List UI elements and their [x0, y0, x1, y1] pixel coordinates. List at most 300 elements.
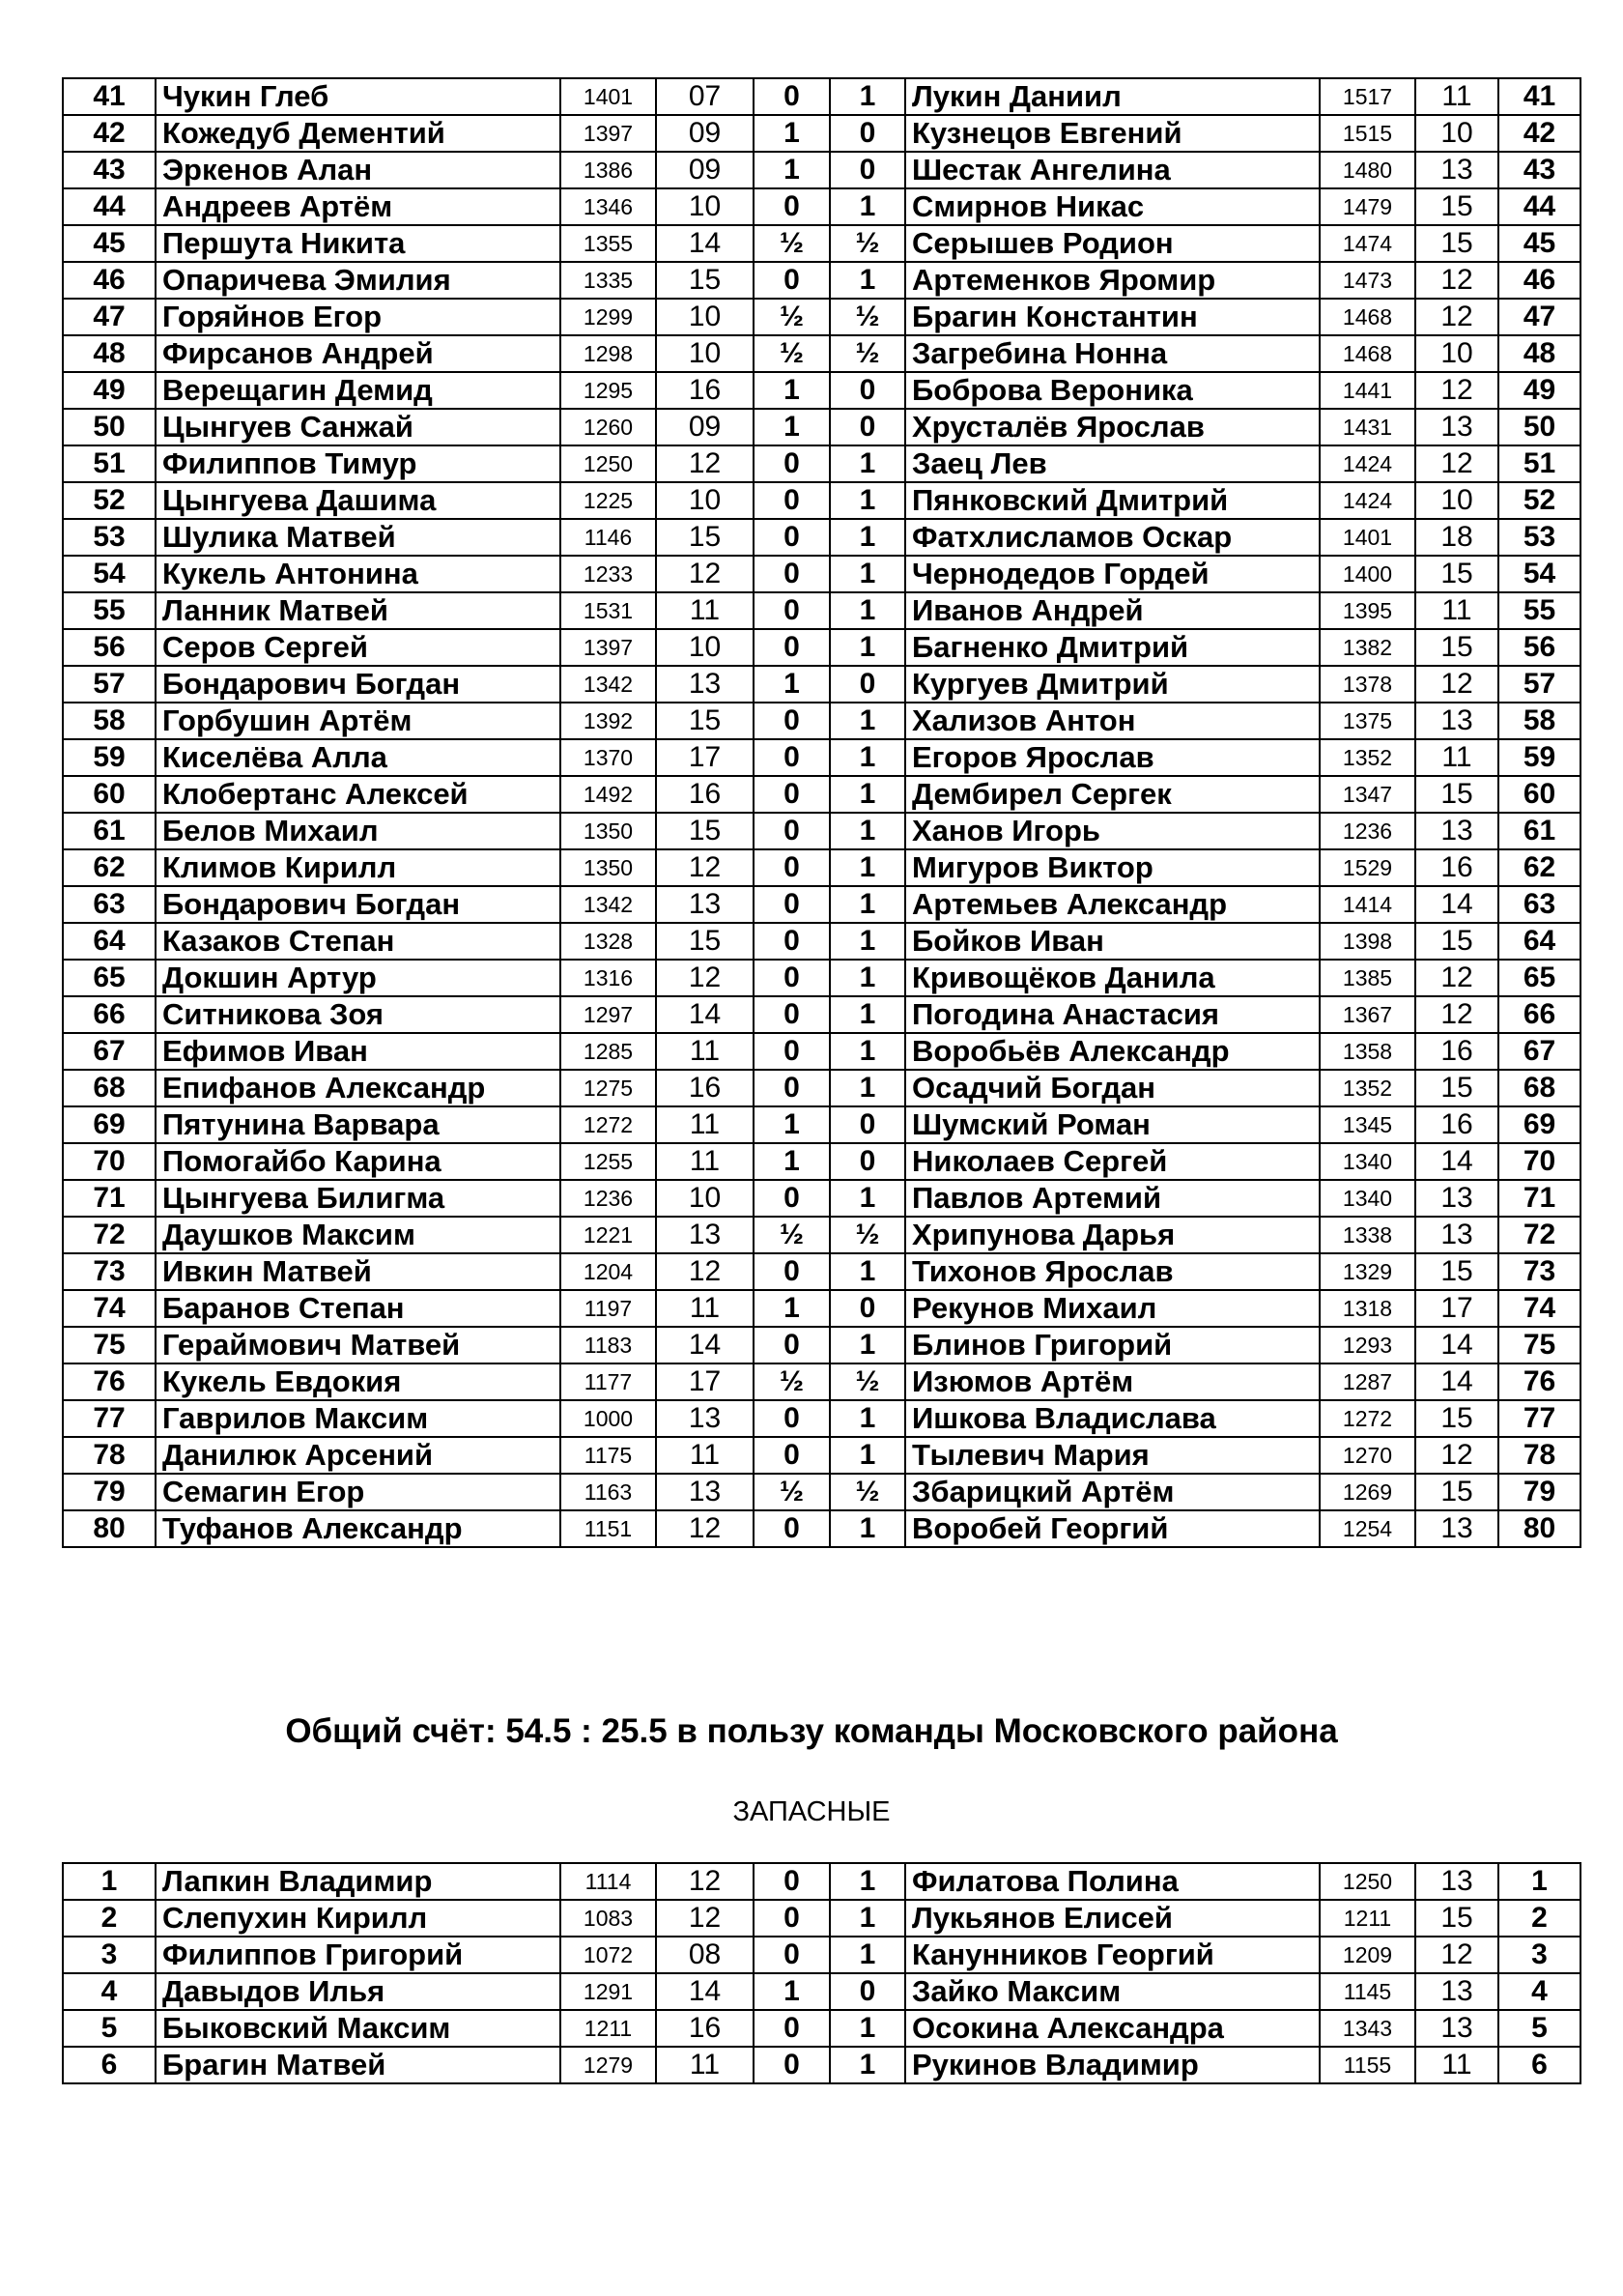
age-left: 15 [656, 703, 754, 739]
player-name-right: Багненко Дмитрий [905, 629, 1320, 666]
score-left: ½ [754, 335, 830, 372]
table-row [63, 2047, 1580, 2083]
board-number: 76 [63, 1363, 156, 1400]
player-name-left: Казаков Степан [156, 923, 560, 960]
rating-right: 1145 [1320, 1973, 1415, 2010]
score-right: ½ [830, 1217, 905, 1253]
age-right: 13 [1415, 1510, 1498, 1547]
score-right: 0 [830, 1106, 905, 1143]
board-number: 58 [63, 703, 156, 739]
rating-left: 1163 [560, 1474, 656, 1510]
rating-left: 1204 [560, 1253, 656, 1290]
table-row [63, 1973, 1580, 2010]
age-left: 10 [656, 335, 754, 372]
table-row [63, 1510, 1580, 1547]
board-number: 69 [63, 1106, 156, 1143]
age-left: 07 [656, 78, 754, 115]
age-right: 15 [1415, 1400, 1498, 1437]
age-right: 16 [1415, 1033, 1498, 1070]
age-left: 15 [656, 262, 754, 299]
rating-left: 1000 [560, 1400, 656, 1437]
player-name-left: Чукин Глеб [156, 78, 560, 115]
rating-right: 1347 [1320, 776, 1415, 813]
rating-right: 1329 [1320, 1253, 1415, 1290]
board-number: 80 [63, 1510, 156, 1547]
age-right: 12 [1415, 1937, 1498, 1973]
board-number-right: 65 [1498, 960, 1580, 996]
player-name-left: Першута Никита [156, 225, 560, 262]
board-number-right: 76 [1498, 1363, 1580, 1400]
board-number: 67 [63, 1033, 156, 1070]
score-right: 1 [830, 1253, 905, 1290]
score-left: 0 [754, 556, 830, 592]
rating-right: 1272 [1320, 1400, 1415, 1437]
age-right: 10 [1415, 482, 1498, 519]
score-right: ½ [830, 225, 905, 262]
board-number: 74 [63, 1290, 156, 1327]
score-right: 1 [830, 739, 905, 776]
score-left: 0 [754, 739, 830, 776]
table-row [63, 78, 1580, 115]
board-number: 63 [63, 886, 156, 923]
board-number-right: 57 [1498, 666, 1580, 703]
rating-left: 1233 [560, 556, 656, 592]
age-left: 10 [656, 629, 754, 666]
age-left: 15 [656, 813, 754, 849]
board-number-right: 71 [1498, 1180, 1580, 1217]
score-right: 1 [830, 629, 905, 666]
score-left: 0 [754, 1900, 830, 1937]
age-left: 08 [656, 1937, 754, 1973]
reserves-table [62, 1862, 1581, 2084]
rating-left: 1183 [560, 1327, 656, 1363]
board-number-right: 1 [1498, 1863, 1580, 1900]
age-right: 11 [1415, 739, 1498, 776]
table-row [63, 1070, 1580, 1106]
board-number-right: 66 [1498, 996, 1580, 1033]
score-left: 0 [754, 1253, 830, 1290]
player-name-left: Ланник Матвей [156, 592, 560, 629]
rating-left: 1350 [560, 849, 656, 886]
score-left: 1 [754, 115, 830, 152]
score-right: 1 [830, 1437, 905, 1474]
player-name-left: Баранов Степан [156, 1290, 560, 1327]
table-row [63, 1106, 1580, 1143]
age-right: 16 [1415, 849, 1498, 886]
score-left: 0 [754, 776, 830, 813]
score-right: 1 [830, 78, 905, 115]
age-left: 11 [656, 1143, 754, 1180]
rating-left: 1114 [560, 1863, 656, 1900]
player-name-right: Николаев Сергей [905, 1143, 1320, 1180]
age-left: 17 [656, 739, 754, 776]
age-right: 12 [1415, 262, 1498, 299]
table-row [63, 813, 1580, 849]
table-row [63, 372, 1580, 409]
player-name-right: Кривощёков Данила [905, 960, 1320, 996]
score-left: 0 [754, 996, 830, 1033]
board-number-right: 74 [1498, 1290, 1580, 1327]
score-right: 0 [830, 666, 905, 703]
table-row [63, 1327, 1580, 1363]
age-right: 18 [1415, 519, 1498, 556]
age-right: 15 [1415, 629, 1498, 666]
rating-right: 1468 [1320, 335, 1415, 372]
board-number: 3 [63, 1937, 156, 1973]
board-number: 50 [63, 409, 156, 445]
rating-left: 1275 [560, 1070, 656, 1106]
score-left: 1 [754, 152, 830, 188]
table-row [63, 1363, 1580, 1400]
table-row [63, 1290, 1580, 1327]
rating-left: 1335 [560, 262, 656, 299]
score-right: 1 [830, 482, 905, 519]
table-row [63, 776, 1580, 813]
player-name-right: Погодина Анастасия [905, 996, 1320, 1033]
player-name-left: Епифанов Александр [156, 1070, 560, 1106]
age-left: 11 [656, 2047, 754, 2083]
rating-right: 1352 [1320, 739, 1415, 776]
age-right: 11 [1415, 78, 1498, 115]
score-right: 1 [830, 1510, 905, 1547]
age-left: 10 [656, 1180, 754, 1217]
player-name-right: Хрипунова Дарья [905, 1217, 1320, 1253]
player-name-left: Климов Кирилл [156, 849, 560, 886]
player-name-right: Ханов Игорь [905, 813, 1320, 849]
board-number-right: 45 [1498, 225, 1580, 262]
age-right: 12 [1415, 666, 1498, 703]
player-name-right: Зайко Максим [905, 1973, 1320, 2010]
rating-left: 1401 [560, 78, 656, 115]
rating-right: 1382 [1320, 629, 1415, 666]
board-number-right: 58 [1498, 703, 1580, 739]
board-number: 60 [63, 776, 156, 813]
player-name-left: Цынгуев Санжай [156, 409, 560, 445]
table-row [63, 225, 1580, 262]
player-name-left: Брагин Матвей [156, 2047, 560, 2083]
table-row [63, 703, 1580, 739]
age-left: 10 [656, 482, 754, 519]
board-number-right: 48 [1498, 335, 1580, 372]
player-name-left: Горбушин Артём [156, 703, 560, 739]
score-left: 0 [754, 960, 830, 996]
player-name-right: Артемьев Александр [905, 886, 1320, 923]
score-left: 0 [754, 1937, 830, 1973]
board-number-right: 50 [1498, 409, 1580, 445]
board-number: 41 [63, 78, 156, 115]
score-left: 0 [754, 1400, 830, 1437]
board-number-right: 3 [1498, 1937, 1580, 1973]
board-number-right: 75 [1498, 1327, 1580, 1363]
score-right: 0 [830, 152, 905, 188]
player-name-left: Андреев Артём [156, 188, 560, 225]
table-row [63, 592, 1580, 629]
age-right: 15 [1415, 776, 1498, 813]
player-name-right: Збарицкий Артём [905, 1474, 1320, 1510]
table-row [63, 152, 1580, 188]
age-left: 16 [656, 372, 754, 409]
player-name-right: Осокина Александра [905, 2010, 1320, 2047]
table-row [63, 262, 1580, 299]
table-row [63, 1474, 1580, 1510]
table-row [63, 445, 1580, 482]
rating-right: 1343 [1320, 2010, 1415, 2047]
rating-right: 1352 [1320, 1070, 1415, 1106]
rating-right: 1395 [1320, 592, 1415, 629]
player-name-left: Опаричева Эмилия [156, 262, 560, 299]
age-left: 13 [656, 666, 754, 703]
board-number: 68 [63, 1070, 156, 1106]
board-number-right: 53 [1498, 519, 1580, 556]
player-name-right: Воробей Георгий [905, 1510, 1320, 1547]
score-left: 0 [754, 1863, 830, 1900]
age-right: 12 [1415, 960, 1498, 996]
rating-right: 1441 [1320, 372, 1415, 409]
score-left: 0 [754, 262, 830, 299]
board-number-right: 68 [1498, 1070, 1580, 1106]
player-name-left: Гераймович Матвей [156, 1327, 560, 1363]
score-left: ½ [754, 1474, 830, 1510]
score-left: 0 [754, 78, 830, 115]
age-right: 13 [1415, 2010, 1498, 2047]
score-right: ½ [830, 335, 905, 372]
age-left: 09 [656, 152, 754, 188]
score-left: 1 [754, 409, 830, 445]
score-left: 1 [754, 1143, 830, 1180]
player-name-left: Филиппов Тимур [156, 445, 560, 482]
score-left: 0 [754, 1437, 830, 1474]
player-name-left: Киселёва Алла [156, 739, 560, 776]
rating-right: 1474 [1320, 225, 1415, 262]
table-row [63, 1253, 1580, 1290]
player-name-right: Тихонов Ярослав [905, 1253, 1320, 1290]
age-left: 14 [656, 1973, 754, 2010]
age-right: 15 [1415, 225, 1498, 262]
board-number-right: 41 [1498, 78, 1580, 115]
player-name-left: Серов Сергей [156, 629, 560, 666]
score-left: 0 [754, 445, 830, 482]
board-number-right: 63 [1498, 886, 1580, 923]
rating-left: 1225 [560, 482, 656, 519]
rating-left: 1370 [560, 739, 656, 776]
age-left: 13 [656, 1400, 754, 1437]
board-number-right: 47 [1498, 299, 1580, 335]
player-name-right: Фатхлисламов Оскар [905, 519, 1320, 556]
age-left: 16 [656, 1070, 754, 1106]
age-left: 17 [656, 1363, 754, 1400]
table-row [63, 1900, 1580, 1937]
player-name-left: Лапкин Владимир [156, 1863, 560, 1900]
score-left: 0 [754, 2047, 830, 2083]
score-right: 1 [830, 556, 905, 592]
board-number-right: 56 [1498, 629, 1580, 666]
player-name-right: Шумский Роман [905, 1106, 1320, 1143]
rating-right: 1367 [1320, 996, 1415, 1033]
rating-left: 1386 [560, 152, 656, 188]
rating-right: 1375 [1320, 703, 1415, 739]
board-number: 47 [63, 299, 156, 335]
age-right: 14 [1415, 1363, 1498, 1400]
age-right: 15 [1415, 188, 1498, 225]
player-name-left: Ситникова Зоя [156, 996, 560, 1033]
player-name-left: Семагин Егор [156, 1474, 560, 1510]
player-name-right: Серышев Родион [905, 225, 1320, 262]
age-left: 12 [656, 1253, 754, 1290]
age-right: 12 [1415, 996, 1498, 1033]
board-number: 1 [63, 1863, 156, 1900]
board-number-right: 73 [1498, 1253, 1580, 1290]
score-left: ½ [754, 225, 830, 262]
player-name-right: Смирнов Никас [905, 188, 1320, 225]
score-left: 0 [754, 482, 830, 519]
board-number-right: 72 [1498, 1217, 1580, 1253]
rating-right: 1254 [1320, 1510, 1415, 1547]
age-right: 16 [1415, 1106, 1498, 1143]
age-right: 14 [1415, 886, 1498, 923]
age-left: 12 [656, 556, 754, 592]
player-name-left: Филиппов Григорий [156, 1937, 560, 1973]
rating-right: 1398 [1320, 923, 1415, 960]
score-right: 1 [830, 923, 905, 960]
rating-left: 1298 [560, 335, 656, 372]
board-number-right: 69 [1498, 1106, 1580, 1143]
player-name-right: Изюмов Артём [905, 1363, 1320, 1400]
table-row [63, 1033, 1580, 1070]
board-number-right: 52 [1498, 482, 1580, 519]
table-row [63, 2010, 1580, 2047]
rating-right: 1270 [1320, 1437, 1415, 1474]
player-name-right: Кургуев Дмитрий [905, 666, 1320, 703]
age-left: 11 [656, 1437, 754, 1474]
age-left: 15 [656, 923, 754, 960]
player-name-right: Бойков Иван [905, 923, 1320, 960]
player-name-right: Хализов Антон [905, 703, 1320, 739]
board-number: 4 [63, 1973, 156, 2010]
table-row [63, 739, 1580, 776]
board-number-right: 4 [1498, 1973, 1580, 2010]
player-name-right: Боброва Вероника [905, 372, 1320, 409]
age-left: 10 [656, 188, 754, 225]
player-name-left: Кукель Антонина [156, 556, 560, 592]
score-left: 1 [754, 1973, 830, 2010]
score-left: 0 [754, 1327, 830, 1363]
rating-right: 1345 [1320, 1106, 1415, 1143]
rating-right: 1468 [1320, 299, 1415, 335]
board-number-right: 2 [1498, 1900, 1580, 1937]
age-right: 13 [1415, 409, 1498, 445]
rating-left: 1492 [560, 776, 656, 813]
board-number-right: 61 [1498, 813, 1580, 849]
rating-left: 1272 [560, 1106, 656, 1143]
table-row [63, 556, 1580, 592]
score-right: 0 [830, 115, 905, 152]
rating-left: 1197 [560, 1290, 656, 1327]
age-right: 12 [1415, 1437, 1498, 1474]
board-number: 53 [63, 519, 156, 556]
score-left: 0 [754, 1033, 830, 1070]
table-row [63, 409, 1580, 445]
score-right: 0 [830, 1143, 905, 1180]
player-name-left: Пятунина Варвара [156, 1106, 560, 1143]
score-right: ½ [830, 1474, 905, 1510]
player-name-left: Слепухин Кирилл [156, 1900, 560, 1937]
rating-right: 1401 [1320, 519, 1415, 556]
rating-right: 1269 [1320, 1474, 1415, 1510]
board-number: 61 [63, 813, 156, 849]
score-right: 1 [830, 1070, 905, 1106]
player-name-right: Иванов Андрей [905, 592, 1320, 629]
table-row [63, 849, 1580, 886]
rating-left: 1350 [560, 813, 656, 849]
age-right: 17 [1415, 1290, 1498, 1327]
board-number: 54 [63, 556, 156, 592]
rating-right: 1414 [1320, 886, 1415, 923]
rating-left: 1299 [560, 299, 656, 335]
score-left: 0 [754, 703, 830, 739]
score-left: ½ [754, 299, 830, 335]
score-left: 0 [754, 592, 830, 629]
player-name-right: Егоров Ярослав [905, 739, 1320, 776]
score-right: 0 [830, 1290, 905, 1327]
rating-left: 1342 [560, 886, 656, 923]
score-left: ½ [754, 1217, 830, 1253]
age-right: 13 [1415, 1180, 1498, 1217]
age-left: 13 [656, 1217, 754, 1253]
board-number: 57 [63, 666, 156, 703]
player-name-right: Лукин Даниил [905, 78, 1320, 115]
score-left: 1 [754, 666, 830, 703]
rating-right: 1479 [1320, 188, 1415, 225]
board-number: 44 [63, 188, 156, 225]
player-name-left: Цынгуева Дашима [156, 482, 560, 519]
age-left: 14 [656, 1327, 754, 1363]
table-row [63, 1400, 1580, 1437]
score-right: 1 [830, 262, 905, 299]
player-name-right: Блинов Григорий [905, 1327, 1320, 1363]
rating-left: 1255 [560, 1143, 656, 1180]
player-name-right: Лукьянов Елисей [905, 1900, 1320, 1937]
score-right: 1 [830, 1900, 905, 1937]
score-left: 0 [754, 1510, 830, 1547]
table-row [63, 1937, 1580, 1973]
score-right: 1 [830, 813, 905, 849]
score-left: 0 [754, 519, 830, 556]
age-right: 13 [1415, 813, 1498, 849]
player-name-left: Цынгуева Билигма [156, 1180, 560, 1217]
table-row [63, 1143, 1580, 1180]
rating-left: 1355 [560, 225, 656, 262]
rating-right: 1431 [1320, 409, 1415, 445]
board-number-right: 49 [1498, 372, 1580, 409]
rating-left: 1285 [560, 1033, 656, 1070]
rating-right: 1515 [1320, 115, 1415, 152]
age-left: 11 [656, 1106, 754, 1143]
age-left: 09 [656, 409, 754, 445]
table-row [63, 188, 1580, 225]
player-name-right: Канунников Георгий [905, 1937, 1320, 1973]
score-left: 0 [754, 886, 830, 923]
age-right: 13 [1415, 152, 1498, 188]
score-right: 0 [830, 409, 905, 445]
rating-left: 1146 [560, 519, 656, 556]
board-number: 73 [63, 1253, 156, 1290]
rating-left: 1072 [560, 1937, 656, 1973]
rating-left: 1392 [560, 703, 656, 739]
table-row [63, 960, 1580, 996]
board-number: 46 [63, 262, 156, 299]
board-number-right: 62 [1498, 849, 1580, 886]
rating-right: 1250 [1320, 1863, 1415, 1900]
